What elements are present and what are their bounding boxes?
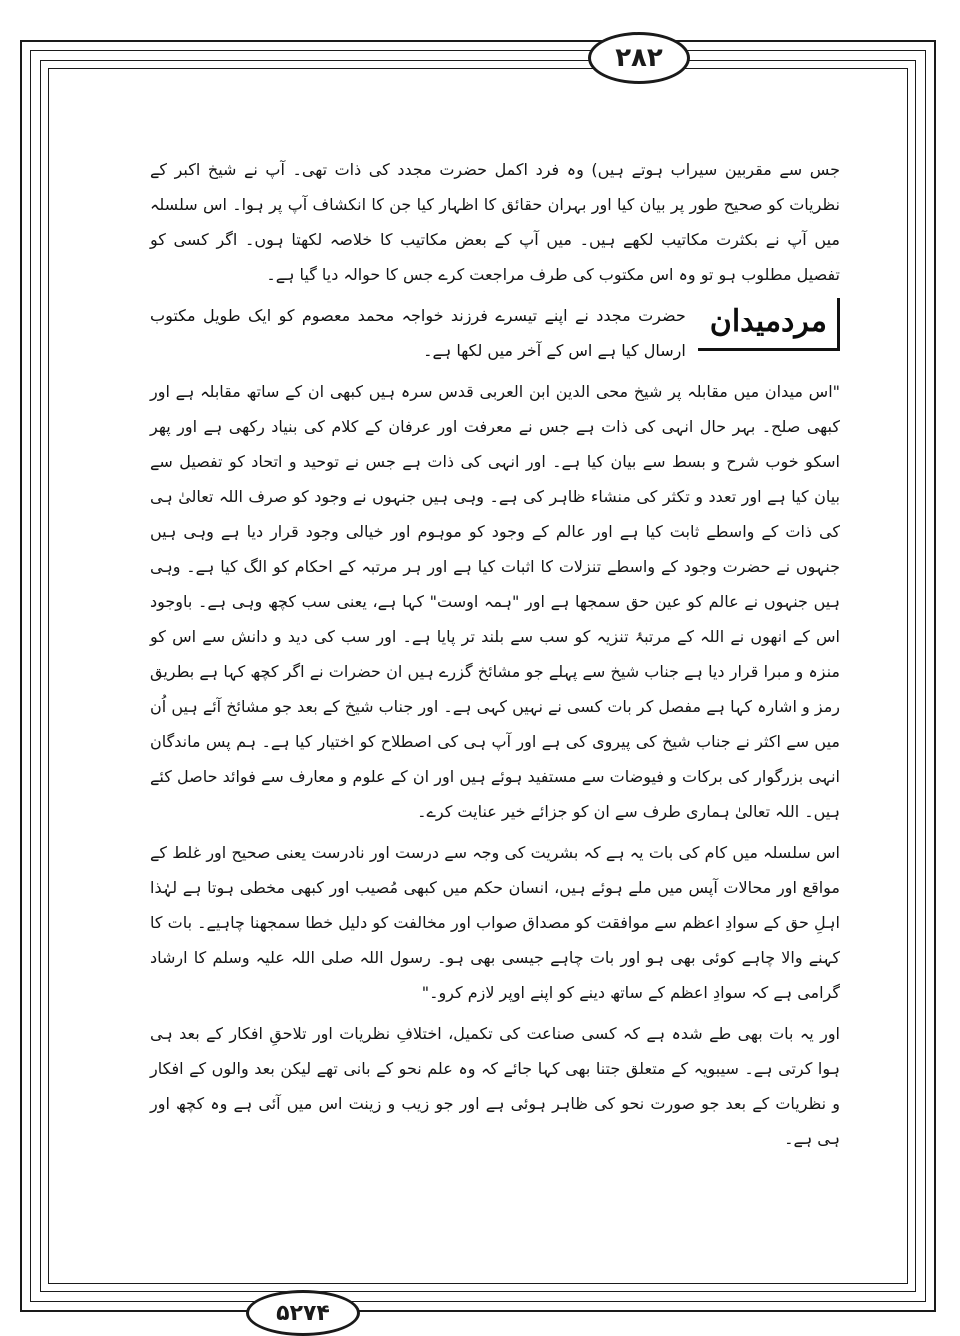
paragraph-3: اس سلسلہ میں کام کی بات یہ ہے کہ بشریت کی وجہ سے درست اور نادرست یعنی صحیح اور غلط کے مواقع اور محالات آپس میں ملے ہوئے ہیں، انسان حکم میں کبھی مُصیب اور کبھی مخطی ہوتا ہے لہٰذا اہلِ حق کے سوادِ اعظم سے موافقت کو مصداق صواب اور مخالفت کو دلیل خطا سمجھنا چاہیے۔ بات کا کہنے والا چاہے کوئی بھی ہو اور بات چاہے جیسی بھی ہو۔ رسول اللہ صلی اللہ علیہ وسلم کا ارشاد گرامی ہے کہ سوادِ اعظم کے ساتھ دینے کو اپنے اوپر لازم کرو۔" [150, 843, 840, 1002]
section-heading-text: حضرت مجدد نے اپنے تیسرے فرزند خواجہ محمد معصوم کو ایک طویل مکتوب ارسال کیا ہے اس کے آخر میں لکھا ہے۔ [150, 306, 686, 360]
section-heading-row [150, 298, 840, 368]
page-number-top-badge [588, 32, 690, 84]
page-number-bottom-badge [246, 1290, 360, 1336]
section-heading: مردمیدان [698, 298, 840, 351]
page-number-bottom: ۵۲۷۴ [276, 1300, 330, 1326]
page-content [150, 152, 840, 1192]
paragraph-1: جس سے مقربین سیراب ہوتے ہیں) وہ فرد اکمل حضرت مجدد کی ذات تھی۔ آپ نے شیخ اکبر کے نظریات کو صحیح طور پر بیان کیا اور بہران حقائق کا اظہار کیا جن کا انکشاف آپ پر ہوا۔ اس سلسلہ میں آپ نے بکثرت مکاتیب لکھے ہیں۔ میں آپ کے بعض مکاتیب کا خلاصہ لکھتا ہوں۔ اگر کسی کو تفصیل مطلوب ہو تو وہ اس مکتوب کی طرف مراجعت کرے جس کا حوالہ دیا گیا ہے۔ [150, 160, 840, 284]
page-number-top: ۲۸۲ [615, 43, 663, 73]
paragraph-2: "اس میدان میں مقابلہ پر شیخ محی الدین ابن العربی قدس سرہ ہیں کبھی ان کے ساتھ مقابلہ ہے اور کبھی صلح۔ بہر حال انہی کی ذات ہے جس نے معرفت اور عرفان کے کلام کی بنیاد رکھی ہے اور پھر اسکو خوب شرح و بسط سے بیان کیا ہے۔ اور انہی کی ذات ہے جس نے توحید و اتحاد کو تفصیل سے بیان کیا ہے اور تعدد و تکثر کی منشاء ظاہر کی ہے۔ وہی ہیں جنہوں نے وجود کو صرف اللہ تعالیٰ ہی کی ذات کے واسطے ثابت کیا ہے اور عالم کے وجود کو موہوم اور خیالی وجود قرار دیا ہے وہی ہیں جنہوں نے حضرت وجود کے واسطے تنزلات کا اثبات کیا ہے اور ہر مرتبہ کے احکام کو الگ کیا ہے۔ وہی ہیں جنہوں نے عالم کو عین حق سمجھا ہے اور "ہمہ اوست" کہا ہے، یعنی سب کچھ وہی ہے۔ باوجود اس کے انھوں نے اللہ کے مرتبۂ تنزیہ کو سب سے بلند تر پایا ہے۔ اور سب کی دید و دانش سے اس کو منزہ و مبرا قرار دیا ہے جناب شیخ سے پہلے جو مشائخ گزرے ہیں ان حضرات نے اگر کچھ کہا ہے بطریق رمز و اشارہ کہا ہے مفصل کر بات کسی نے نہیں کہی ہے۔ اور جناب شیخ کے بعد جو مشائخ آئے ہیں اُن میں سے اکثر نے جناب شیخ کی پیروی کی ہے اور آپ ہی کی اصطلاح کو اختیار کیا ہے۔ ہم پس ماندگان انہی بزرگوار کی برکات و فیوضات سے مستفید ہوئے ہیں اور ان کے علوم و معارف سے فوائد حاصل کئے ہیں۔ اللہ تعالیٰ ہماری طرف سے ان کو جزائے خیر عنایت کرے۔ [150, 382, 840, 821]
paragraph-4: اور یہ بات بھی طے شدہ ہے کہ کسی صناعت کی تکمیل، اختلافِ نظریات اور تلاحقِ افکار کے بعد ہی ہوا کرتی ہے۔ سیبویہ کے متعلق جتنا بھی کہا جائے کہ وہ علم نحو کے بانی تھے لیکن بعد والوں کے افکار و نظریات کے بعد جو صورت نحو کی ظاہر ہوئی ہے اور جو زیب و زینت اس میں آئی ہے وہ کچھ اور ہی ہے۔ [150, 1024, 841, 1148]
